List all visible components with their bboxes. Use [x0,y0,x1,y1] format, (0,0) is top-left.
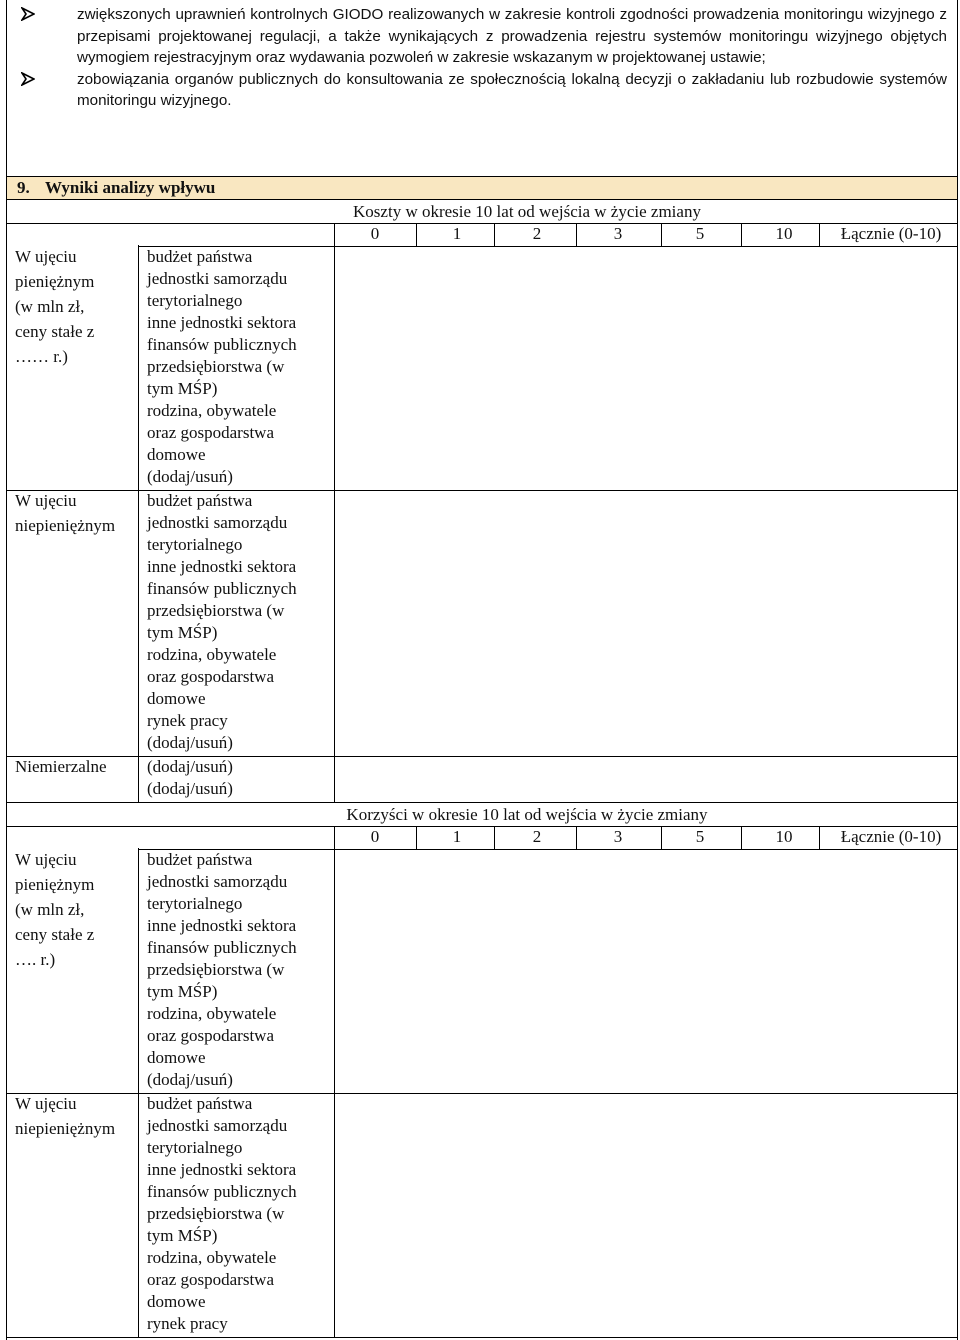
category-label: finansów publicznych [147,1182,297,1201]
year-divider [741,223,742,246]
years-rule [138,849,957,850]
year-header: 5 [695,224,705,243]
year-header: 3 [613,224,623,243]
category-label: (dodaj/usuń) [147,757,233,776]
section-heading [7,177,957,200]
category-label: jednostki samorządu [147,513,288,532]
group-label: pieniężnym [15,875,95,894]
category-label: przedsiębiorstwa (w [147,960,285,979]
group-label: ceny stałe z [15,322,95,341]
column-rule [334,848,335,1337]
group-label: niepieniężnym [15,516,116,535]
category-label: przedsiębiorstwa (w [147,1204,285,1223]
year-divider [741,826,742,849]
year-divider [661,826,662,849]
category-label: tym MŚP) [147,623,218,642]
category-label: domowe [147,1048,206,1067]
year-header: Łącznie (0-10) [840,827,942,846]
group-label: W ujęciu [15,850,77,869]
group-label: (w mln zł, [15,900,85,919]
category-label: (dodaj/usuń) [147,1070,233,1089]
year-header: Łącznie (0-10) [840,224,942,243]
category-label: rynek pracy [147,1314,228,1333]
block-rule [7,802,957,803]
category-label: oraz gospodarstwa [147,423,274,442]
year-header: 2 [532,827,542,846]
group-label: pieniężnym [15,272,95,291]
group-label: …. r.) [15,950,56,969]
category-label: tym MŚP) [147,1226,218,1245]
category-label: domowe [147,1292,206,1311]
category-label: domowe [147,689,206,708]
category-label: terytorialnego [147,1138,243,1157]
column-rule [334,223,335,246]
year-divider [819,826,820,849]
category-label: domowe [147,445,206,464]
group-label: …… r.) [15,347,68,366]
document-page [6,0,958,1340]
year-header: 2 [532,224,542,243]
category-label: terytorialnego [147,894,243,913]
category-label: tym MŚP) [147,982,218,1001]
category-label: inne jednostki sektora [147,557,297,576]
group-label: W ujęciu [15,247,77,266]
group-label: (w mln zł, [15,297,85,316]
category-label: rynek pracy [147,711,228,730]
category-label: przedsiębiorstwa (w [147,601,285,620]
column-rule [138,245,139,802]
category-label: oraz gospodarstwa [147,1026,274,1045]
category-label: terytorialnego [147,291,243,310]
category-label: budżet państwa [147,247,253,266]
intro-bullet-text: zwiększonych uprawnień kontrolnych GIODO realizowanych w zakresie kontroli zgodności prowadzenia monitoringu wizyjnego z przepisami projektowanej regulacji, a także wynikających z prowadzenia rejestru systemów monitoringu wizyjnego objętych wymogiem rejestracyjnym oraz wydawania pozwoleń w zakresie wskazanym w projektowanej ustawie; [77,6,947,67]
category-label: finansów publicznych [147,335,297,354]
category-label: rodzina, obywatele [147,645,277,664]
year-divider [416,223,417,246]
year-header: 10 [775,224,793,243]
group-label: W ujęciu [15,1094,77,1113]
section-number: 9. [17,178,30,197]
category-label: rodzina, obywatele [147,1248,277,1267]
category-label: tym MŚP) [147,379,218,398]
category-label: rodzina, obywatele [147,401,277,420]
category-label: jednostki samorządu [147,1116,288,1135]
group-label: W ujęciu [15,491,77,510]
category-label: finansów publicznych [147,579,297,598]
section-title: Wyniki analizy wpływu [45,178,216,197]
year-header: 0 [370,827,380,846]
group-label: ceny stałe z [15,925,95,944]
column-rule [334,245,335,802]
year-divider [494,826,495,849]
year-header: 1 [452,224,462,243]
block-rule [7,1337,957,1338]
year-divider [576,223,577,246]
year-divider [661,223,662,246]
year-divider [416,826,417,849]
year-header: 5 [695,827,705,846]
table-header: Korzyści w okresie 10 lat od wejścia w życie zmiany [346,805,708,824]
intro-section [7,0,957,177]
category-label: inne jednostki sektora [147,1160,297,1179]
category-label: inne jednostki sektora [147,313,297,332]
category-label: budżet państwa [147,491,253,510]
category-label: jednostki samorządu [147,269,288,288]
category-label: finansów publicznych [147,938,297,957]
year-divider [576,826,577,849]
arrow-bullet-icon [21,72,35,86]
category-label: (dodaj/usuń) [147,467,233,486]
category-label: budżet państwa [147,850,253,869]
category-label: (dodaj/usuń) [147,779,233,798]
category-label: terytorialnego [147,535,243,554]
category-label: inne jednostki sektora [147,916,297,935]
intro-bullet-text: zobowiązania organów publicznych do konsultowania ze społecznością lokalną decyzji o zakładaniu lub rozbudowie systemów monitoringu wizyjnego. [77,70,947,110]
category-label: budżet państwa [147,1094,253,1113]
year-header: 0 [370,224,380,243]
year-header: 10 [775,827,793,846]
group-label: niepieniężnym [15,1119,116,1138]
category-label: jednostki samorządu [147,872,288,891]
intro-bullet [21,69,947,112]
year-divider [819,223,820,246]
year-header: 1 [452,827,462,846]
year-divider [494,223,495,246]
years-rule [138,246,957,247]
category-label: oraz gospodarstwa [147,1270,274,1289]
category-label: rodzina, obywatele [147,1004,277,1023]
category-label: przedsiębiorstwa (w [147,357,285,376]
intro-bullet [21,4,947,69]
arrow-bullet-icon [21,7,35,21]
column-rule [334,826,335,849]
category-label: oraz gospodarstwa [147,667,274,686]
column-rule [138,848,139,1337]
group-label: Niemierzalne [15,757,107,776]
year-header: 3 [613,827,623,846]
table-header: Koszty w okresie 10 lat od wejścia w życie zmiany [353,202,701,221]
category-label: (dodaj/usuń) [147,733,233,752]
